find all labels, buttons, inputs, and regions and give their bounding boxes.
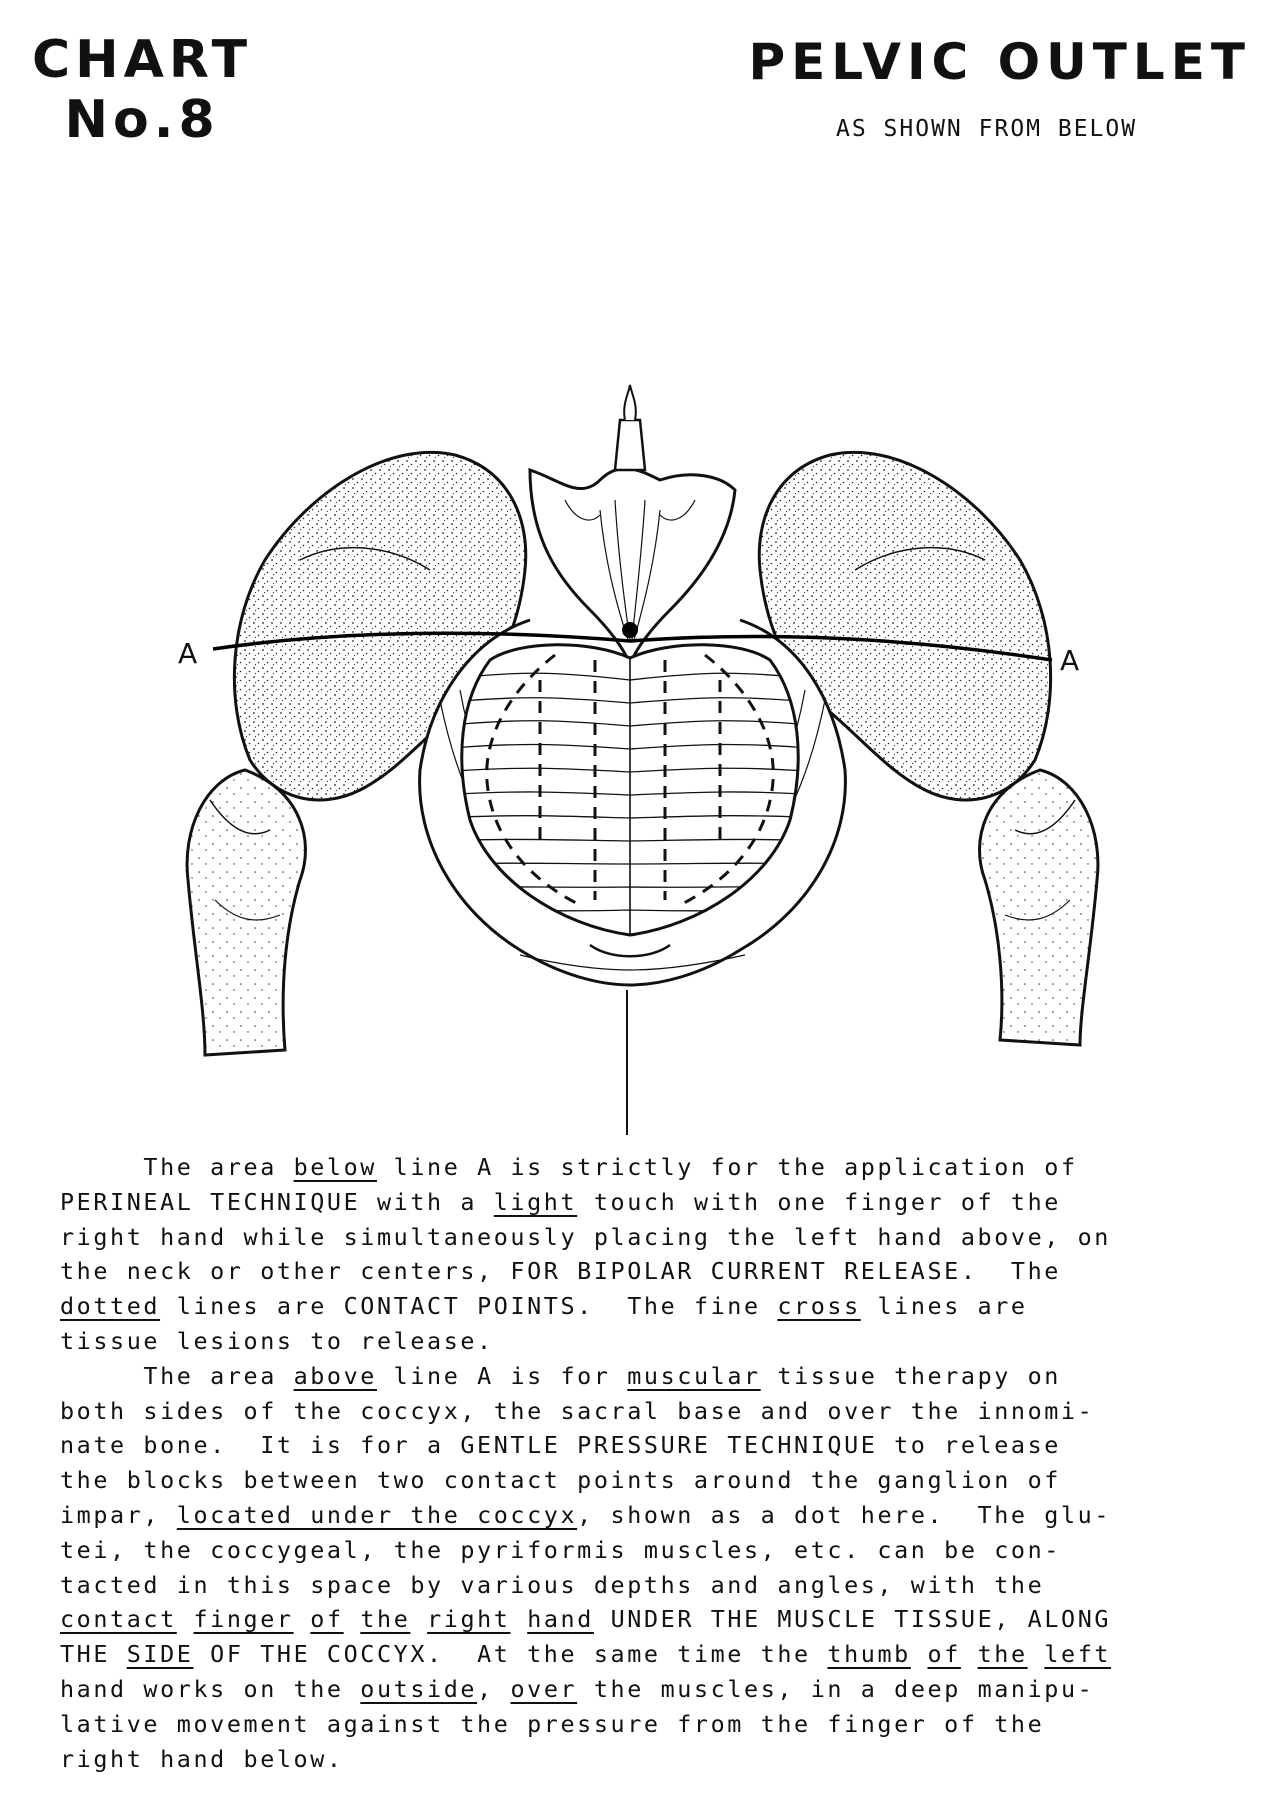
- page-subtitle: AS SHOWN FROM BELOW: [836, 116, 1138, 142]
- underlined-text: located under the coccyx: [176, 1500, 578, 1529]
- underlined-text: below: [293, 1153, 377, 1181]
- underlined-text: cross: [777, 1292, 861, 1321]
- underlined-text: hand: [527, 1605, 594, 1634]
- description-text: [60, 1150, 1240, 1776]
- text-line: [60, 1637, 1240, 1672]
- text-segment: [177, 1605, 194, 1633]
- text-segment: UNDER THE MUSCLE TISSUE, ALONG: [593, 1605, 1112, 1634]
- underlined-text: over: [510, 1674, 578, 1703]
- text-line: [60, 1742, 1240, 1777]
- text-segment: tissue lesions to release.: [60, 1326, 494, 1355]
- text-segment: THE: [60, 1640, 127, 1669]
- page-title: PELVIC OUTLET: [748, 33, 1251, 91]
- text-segment: tissue therapy on: [760, 1361, 1061, 1390]
- underlined-text: right: [427, 1605, 511, 1634]
- paragraph-1: [60, 1150, 1240, 1359]
- text-segment: [344, 1605, 361, 1633]
- underlined-text: dotted: [60, 1292, 161, 1321]
- line-a-label-right: A: [1060, 644, 1080, 677]
- text-segment: the neck or other centers, FOR BIPOLAR CURRENT RELEASE. The: [60, 1257, 1061, 1286]
- text-segment: lines are CONTACT POINTS. The fine: [160, 1292, 778, 1321]
- text-line: [60, 1428, 1240, 1463]
- chart-label: CHART: [32, 30, 253, 90]
- underlined-text: the: [360, 1605, 411, 1634]
- text-segment: impar,: [60, 1500, 177, 1529]
- right-femur: [980, 770, 1098, 1045]
- chart-number-block: [32, 30, 252, 150]
- text-segment: the blocks between two contact points around the ganglion of: [60, 1466, 1061, 1495]
- text-segment: [294, 1605, 311, 1633]
- text-segment: tacted in this space by various depths and angles, with the: [60, 1570, 1045, 1599]
- text-line: [60, 1602, 1240, 1637]
- text-segment: line A is strictly for the application of: [376, 1153, 1078, 1181]
- text-line: [60, 1707, 1240, 1742]
- underlined-text: the: [977, 1640, 1028, 1669]
- text-line: [60, 1220, 1240, 1255]
- underlined-text: muscular: [627, 1361, 761, 1390]
- underlined-text: of: [310, 1605, 344, 1634]
- pelvic-outlet-illustration: [0, 380, 1285, 1140]
- text-segment: hand works on the: [60, 1674, 361, 1703]
- text-line: [60, 1533, 1240, 1568]
- text-line: [60, 1185, 1240, 1220]
- text-line: [60, 1254, 1240, 1289]
- text-segment: lines are: [860, 1292, 1028, 1321]
- paragraph-2: [60, 1359, 1240, 1777]
- text-segment: ,: [477, 1674, 511, 1703]
- text-segment: [511, 1605, 528, 1633]
- text-line: [60, 1498, 1240, 1533]
- text-segment: right hand while simultaneously placing the left hand above, on: [60, 1222, 1111, 1251]
- text-line: [60, 1672, 1240, 1707]
- text-segment: , shown as a dot here. The glu-: [577, 1500, 1112, 1529]
- text-segment: OF THE COCCYX. At the same time the: [193, 1640, 828, 1669]
- text-segment: The area: [60, 1153, 294, 1181]
- text-segment: the muscles, in a deep manipu-: [577, 1674, 1095, 1703]
- underlined-text: SIDE: [126, 1640, 194, 1669]
- text-line: [60, 1463, 1240, 1498]
- text-segment: nate bone. It is for a GENTLE PRESSURE TECHNIQUE to release: [60, 1431, 1061, 1460]
- ganglion-impar-dot: [622, 622, 638, 638]
- text-line: [60, 1568, 1240, 1603]
- text-line: [60, 1150, 1240, 1185]
- text-segment: lative movement against the pressure from the finger of the: [60, 1709, 1045, 1738]
- text-segment: [961, 1640, 978, 1668]
- text-line: [60, 1324, 1240, 1359]
- text-segment: PERINEAL TECHNIQUE with a: [60, 1187, 494, 1216]
- underlined-text: left: [1044, 1640, 1112, 1669]
- text-segment: tei, the coccygeal, the pyriformis muscles, etc. can be con-: [60, 1535, 1061, 1564]
- text-segment: touch with one finger of the: [577, 1187, 1061, 1216]
- underlined-text: of: [927, 1640, 961, 1669]
- text-line: [60, 1289, 1240, 1324]
- underlined-text: above: [293, 1361, 377, 1390]
- underlined-text: finger: [193, 1605, 294, 1634]
- underlined-text: thumb: [827, 1640, 911, 1669]
- chart-number: No.8: [64, 90, 220, 150]
- text-segment: [410, 1605, 427, 1633]
- text-segment: line A is for: [376, 1361, 628, 1390]
- underlined-text: contact: [60, 1605, 177, 1634]
- text-segment: The area: [60, 1361, 294, 1390]
- text-line: [60, 1394, 1240, 1429]
- text-segment: [1028, 1640, 1045, 1668]
- text-line: [60, 1359, 1240, 1394]
- text-segment: right hand below.: [60, 1744, 344, 1773]
- text-segment: [911, 1640, 928, 1668]
- underlined-text: light: [493, 1187, 578, 1216]
- text-segment: both sides of the coccyx, the sacral base and over the innomi-: [60, 1396, 1095, 1425]
- line-a-label-left: A: [178, 637, 198, 670]
- left-femur: [187, 770, 305, 1055]
- underlined-text: outside: [360, 1674, 478, 1703]
